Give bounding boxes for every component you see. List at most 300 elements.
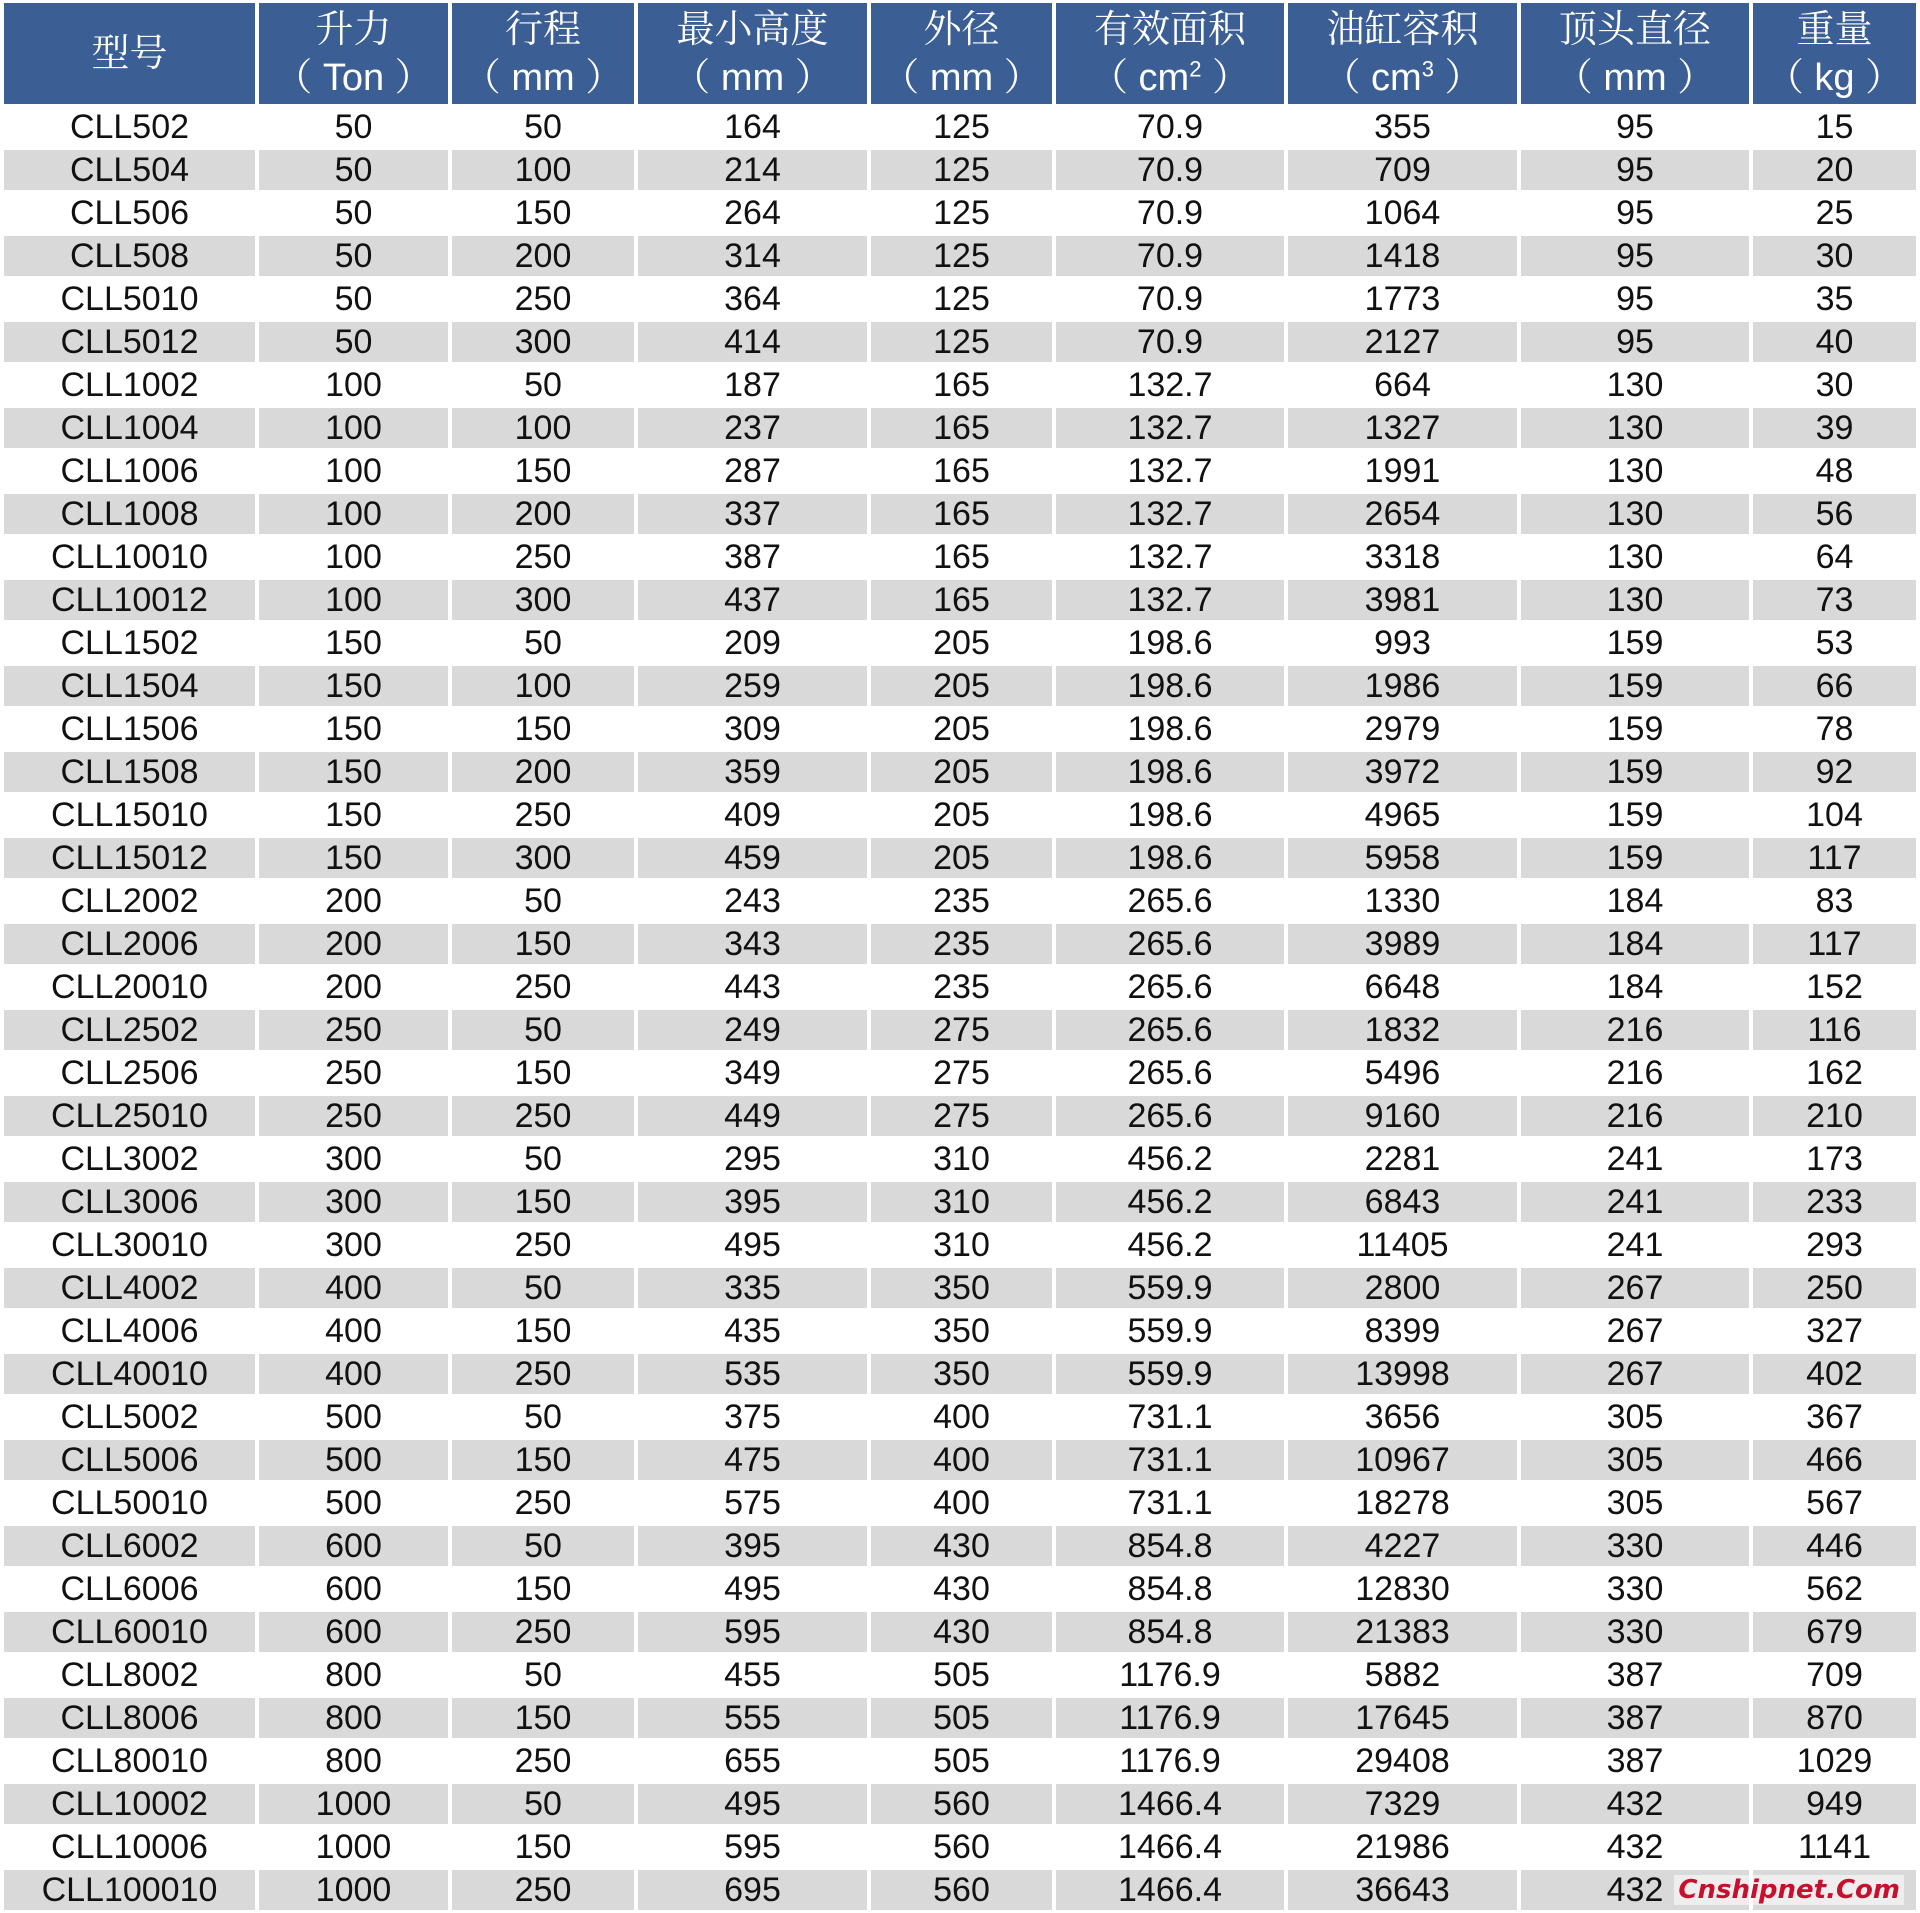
value-cell: 430: [871, 1612, 1052, 1652]
value-cell: 265.6: [1056, 881, 1284, 921]
table-row: [4, 580, 1916, 620]
value-cell: 184: [1521, 881, 1749, 921]
value-cell: 300: [259, 1182, 448, 1222]
value-cell: 64: [1753, 537, 1916, 577]
table-row: [4, 1397, 1916, 1437]
model-cell: CLL1502: [4, 623, 255, 663]
value-cell: 209: [638, 623, 867, 663]
value-cell: 305: [1521, 1440, 1749, 1480]
model-cell: CLL15012: [4, 838, 255, 878]
column-header: [1521, 3, 1749, 104]
value-cell: 165: [871, 365, 1052, 405]
value-cell: 3972: [1288, 752, 1517, 792]
value-cell: 562: [1753, 1569, 1916, 1609]
value-cell: 205: [871, 795, 1052, 835]
table-row: [4, 279, 1916, 319]
value-cell: 414: [638, 322, 867, 362]
value-cell: 250: [452, 1612, 634, 1652]
value-cell: 2281: [1288, 1139, 1517, 1179]
table-header: [4, 3, 1916, 104]
column-header: [871, 3, 1052, 104]
value-cell: 4227: [1288, 1526, 1517, 1566]
value-cell: 310: [871, 1225, 1052, 1265]
value-cell: 435: [638, 1311, 867, 1351]
table-row: [4, 924, 1916, 964]
value-cell: 432: [1521, 1827, 1749, 1867]
value-cell: 200: [259, 924, 448, 964]
value-cell: 350: [871, 1311, 1052, 1351]
model-cell: CLL100010: [4, 1870, 255, 1910]
value-cell: 116: [1753, 1010, 1916, 1050]
model-cell: CLL2506: [4, 1053, 255, 1093]
value-cell: 664: [1288, 365, 1517, 405]
column-header-title: 油缸容积: [1326, 8, 1479, 51]
model-cell: CLL10010: [4, 537, 255, 577]
value-cell: 265.6: [1056, 967, 1284, 1007]
value-cell: 159: [1521, 666, 1749, 706]
column-header-title: 顶头直径: [1558, 8, 1711, 51]
value-cell: 2654: [1288, 494, 1517, 534]
value-cell: 449: [638, 1096, 867, 1136]
column-header-title: 外径: [923, 8, 1000, 51]
value-cell: 5958: [1288, 838, 1517, 878]
value-cell: 387: [1521, 1655, 1749, 1695]
model-cell: CLL5006: [4, 1440, 255, 1480]
unit-text: （ Ton ）: [274, 56, 433, 99]
value-cell: 250: [452, 1354, 634, 1394]
value-cell: 495: [638, 1225, 867, 1265]
value-cell: 125: [871, 107, 1052, 147]
value-cell: 305: [1521, 1397, 1749, 1437]
value-cell: 559.9: [1056, 1268, 1284, 1308]
value-cell: 150: [452, 1053, 634, 1093]
value-cell: 456.2: [1056, 1225, 1284, 1265]
table-row: [4, 1311, 1916, 1351]
value-cell: 50: [259, 150, 448, 190]
watermark-logo: Cnshipnet.Com: [1674, 1875, 1904, 1905]
model-cell: CLL1508: [4, 752, 255, 792]
table-row: [4, 838, 1916, 878]
value-cell: 150: [452, 1311, 634, 1351]
model-cell: CLL6006: [4, 1569, 255, 1609]
value-cell: 150: [452, 193, 634, 233]
column-header: [638, 3, 867, 104]
value-cell: 125: [871, 150, 1052, 190]
value-cell: 259: [638, 666, 867, 706]
value-cell: 5496: [1288, 1053, 1517, 1093]
column-header-unit: [452, 54, 634, 102]
value-cell: 200: [452, 752, 634, 792]
model-cell: CLL5002: [4, 1397, 255, 1437]
value-cell: 8399: [1288, 1311, 1517, 1351]
value-cell: 295: [638, 1139, 867, 1179]
value-cell: 70.9: [1056, 193, 1284, 233]
value-cell: 265.6: [1056, 1010, 1284, 1050]
table-row: [4, 1096, 1916, 1136]
value-cell: 184: [1521, 967, 1749, 1007]
value-cell: 560: [871, 1870, 1052, 1910]
value-cell: 132.7: [1056, 451, 1284, 491]
value-cell: 92: [1753, 752, 1916, 792]
table-row: [4, 1139, 1916, 1179]
value-cell: 50: [259, 193, 448, 233]
table-row: [4, 709, 1916, 749]
value-cell: 150: [452, 1698, 634, 1738]
value-cell: 162: [1753, 1053, 1916, 1093]
value-cell: 21383: [1288, 1612, 1517, 1652]
value-cell: 300: [259, 1139, 448, 1179]
value-cell: 343: [638, 924, 867, 964]
value-cell: 327: [1753, 1311, 1916, 1351]
value-cell: 95: [1521, 193, 1749, 233]
unit-superscript: 3: [1421, 55, 1434, 81]
value-cell: 559.9: [1056, 1354, 1284, 1394]
value-cell: 198.6: [1056, 623, 1284, 663]
value-cell: 83: [1753, 881, 1916, 921]
value-cell: 1466.4: [1056, 1870, 1284, 1910]
value-cell: 205: [871, 666, 1052, 706]
value-cell: 1466.4: [1056, 1784, 1284, 1824]
column-header-title: 行程: [504, 8, 581, 51]
value-cell: 100: [259, 365, 448, 405]
value-cell: 48: [1753, 451, 1916, 491]
value-cell: 150: [259, 623, 448, 663]
value-cell: 125: [871, 279, 1052, 319]
header-row: [4, 3, 1916, 104]
table-row: [4, 1827, 1916, 1867]
value-cell: 709: [1753, 1655, 1916, 1695]
value-cell: 600: [259, 1526, 448, 1566]
value-cell: 949: [1753, 1784, 1916, 1824]
model-cell: CLL504: [4, 150, 255, 190]
value-cell: 50: [452, 1268, 634, 1308]
value-cell: 1000: [259, 1784, 448, 1824]
value-cell: 50: [452, 1655, 634, 1695]
column-header: [4, 3, 255, 104]
value-cell: 456.2: [1056, 1139, 1284, 1179]
value-cell: 1176.9: [1056, 1655, 1284, 1695]
column-header-unit: [1288, 54, 1517, 102]
value-cell: 198.6: [1056, 795, 1284, 835]
model-cell: CLL2002: [4, 881, 255, 921]
model-cell: CLL8002: [4, 1655, 255, 1695]
table-row: [4, 1612, 1916, 1652]
value-cell: 125: [871, 193, 1052, 233]
value-cell: 50: [452, 881, 634, 921]
model-cell: CLL40010: [4, 1354, 255, 1394]
value-cell: 150: [452, 1440, 634, 1480]
value-cell: 250: [452, 1870, 634, 1910]
value-cell: 205: [871, 752, 1052, 792]
column-header: [259, 3, 448, 104]
value-cell: 264: [638, 193, 867, 233]
unit-text: （ mm ）: [462, 56, 624, 99]
value-cell: 50: [452, 1010, 634, 1050]
value-cell: 1986: [1288, 666, 1517, 706]
value-cell: 50: [259, 322, 448, 362]
value-cell: 456.2: [1056, 1182, 1284, 1222]
value-cell: 709: [1288, 150, 1517, 190]
model-cell: CLL1504: [4, 666, 255, 706]
value-cell: 200: [452, 494, 634, 534]
value-cell: 314: [638, 236, 867, 276]
value-cell: 275: [871, 1010, 1052, 1050]
value-cell: 250: [452, 1741, 634, 1781]
value-cell: 132.7: [1056, 494, 1284, 534]
value-cell: 6843: [1288, 1182, 1517, 1222]
value-cell: 854.8: [1056, 1526, 1284, 1566]
value-cell: 430: [871, 1526, 1052, 1566]
value-cell: 18278: [1288, 1483, 1517, 1523]
column-header-unit: [871, 54, 1052, 102]
table-row: [4, 1010, 1916, 1050]
value-cell: 200: [259, 881, 448, 921]
value-cell: 78: [1753, 709, 1916, 749]
value-cell: 1418: [1288, 236, 1517, 276]
model-cell: CLL1006: [4, 451, 255, 491]
value-cell: 10967: [1288, 1440, 1517, 1480]
value-cell: 50: [259, 107, 448, 147]
value-cell: 310: [871, 1182, 1052, 1222]
value-cell: 9160: [1288, 1096, 1517, 1136]
value-cell: 50: [452, 107, 634, 147]
value-cell: 237: [638, 408, 867, 448]
value-cell: 235: [871, 881, 1052, 921]
value-cell: 595: [638, 1612, 867, 1652]
value-cell: 275: [871, 1053, 1052, 1093]
value-cell: 6648: [1288, 967, 1517, 1007]
value-cell: 3989: [1288, 924, 1517, 964]
table-row: [4, 451, 1916, 491]
value-cell: 267: [1521, 1268, 1749, 1308]
value-cell: 132.7: [1056, 537, 1284, 577]
value-cell: 15: [1753, 107, 1916, 147]
value-cell: 150: [452, 924, 634, 964]
unit-text: （ mm ）: [1554, 56, 1716, 99]
value-cell: 130: [1521, 451, 1749, 491]
value-cell: 241: [1521, 1182, 1749, 1222]
value-cell: 1176.9: [1056, 1698, 1284, 1738]
model-cell: CLL508: [4, 236, 255, 276]
value-cell: 400: [871, 1483, 1052, 1523]
value-cell: 305: [1521, 1483, 1749, 1523]
table-row: [4, 193, 1916, 233]
value-cell: 250: [452, 279, 634, 319]
value-cell: 430: [871, 1569, 1052, 1609]
table-row: [4, 1569, 1916, 1609]
value-cell: 159: [1521, 795, 1749, 835]
value-cell: 466: [1753, 1440, 1916, 1480]
value-cell: 165: [871, 451, 1052, 491]
value-cell: 567: [1753, 1483, 1916, 1523]
model-cell: CLL1002: [4, 365, 255, 405]
value-cell: 50: [452, 1784, 634, 1824]
value-cell: 150: [452, 1569, 634, 1609]
value-cell: 117: [1753, 838, 1916, 878]
value-cell: 12830: [1288, 1569, 1517, 1609]
table-row: [4, 107, 1916, 147]
value-cell: 655: [638, 1741, 867, 1781]
value-cell: 70.9: [1056, 279, 1284, 319]
value-cell: 695: [638, 1870, 867, 1910]
model-cell: CLL10002: [4, 1784, 255, 1824]
value-cell: 400: [259, 1311, 448, 1351]
value-cell: 432: [1521, 1784, 1749, 1824]
value-cell: 150: [259, 838, 448, 878]
table-row: [4, 1655, 1916, 1695]
column-header-unit: [1056, 54, 1284, 102]
value-cell: 132.7: [1056, 408, 1284, 448]
value-cell: 559.9: [1056, 1311, 1284, 1351]
model-cell: CLL4002: [4, 1268, 255, 1308]
value-cell: 95: [1521, 150, 1749, 190]
column-header-title: 型号: [91, 32, 168, 75]
column-header-unit: [1753, 54, 1916, 102]
value-cell: 443: [638, 967, 867, 1007]
value-cell: 50: [452, 365, 634, 405]
value-cell: 337: [638, 494, 867, 534]
value-cell: 100: [259, 408, 448, 448]
table-row: [4, 666, 1916, 706]
value-cell: 130: [1521, 365, 1749, 405]
value-cell: 387: [1521, 1741, 1749, 1781]
value-cell: 250: [452, 1096, 634, 1136]
value-cell: 13998: [1288, 1354, 1517, 1394]
value-cell: 359: [638, 752, 867, 792]
value-cell: 854.8: [1056, 1569, 1284, 1609]
value-cell: 130: [1521, 494, 1749, 534]
value-cell: 387: [638, 537, 867, 577]
value-cell: 70.9: [1056, 107, 1284, 147]
value-cell: 993: [1288, 623, 1517, 663]
model-cell: CLL1506: [4, 709, 255, 749]
value-cell: 446: [1753, 1526, 1916, 1566]
value-cell: 152: [1753, 967, 1916, 1007]
model-cell: CLL5010: [4, 279, 255, 319]
value-cell: 25: [1753, 193, 1916, 233]
table-row: [4, 1182, 1916, 1222]
table-row: [4, 881, 1916, 921]
model-cell: CLL2502: [4, 1010, 255, 1050]
value-cell: 125: [871, 236, 1052, 276]
value-cell: 150: [259, 795, 448, 835]
value-cell: 500: [259, 1483, 448, 1523]
value-cell: 555: [638, 1698, 867, 1738]
value-cell: 130: [1521, 408, 1749, 448]
value-cell: 330: [1521, 1612, 1749, 1652]
value-cell: 200: [452, 236, 634, 276]
unit-text-end: ）: [1201, 56, 1251, 99]
column-header-unit: [1521, 54, 1749, 102]
value-cell: 367: [1753, 1397, 1916, 1437]
value-cell: 267: [1521, 1354, 1749, 1394]
value-cell: 130: [1521, 537, 1749, 577]
value-cell: 50: [452, 623, 634, 663]
value-cell: 250: [452, 795, 634, 835]
value-cell: 800: [259, 1655, 448, 1695]
unit-text: （ mm ）: [881, 56, 1042, 99]
value-cell: 2800: [1288, 1268, 1517, 1308]
value-cell: 475: [638, 1440, 867, 1480]
value-cell: 265.6: [1056, 1096, 1284, 1136]
value-cell: 70.9: [1056, 322, 1284, 362]
table-row: [4, 1741, 1916, 1781]
value-cell: 198.6: [1056, 709, 1284, 749]
table-row: [4, 1870, 1916, 1910]
value-cell: 100: [259, 537, 448, 577]
model-cell: CLL1004: [4, 408, 255, 448]
value-cell: 679: [1753, 1612, 1916, 1652]
value-cell: 1991: [1288, 451, 1517, 491]
value-cell: 235: [871, 967, 1052, 1007]
value-cell: 459: [638, 838, 867, 878]
value-cell: 50: [452, 1139, 634, 1179]
value-cell: 1176.9: [1056, 1741, 1284, 1781]
value-cell: 731.1: [1056, 1397, 1284, 1437]
value-cell: 165: [871, 408, 1052, 448]
value-cell: 500: [259, 1440, 448, 1480]
value-cell: 350: [871, 1354, 1052, 1394]
value-cell: 184: [1521, 924, 1749, 964]
value-cell: 364: [638, 279, 867, 319]
table-row: [4, 1784, 1916, 1824]
model-cell: CLL10006: [4, 1827, 255, 1867]
value-cell: 164: [638, 107, 867, 147]
model-cell: CLL8006: [4, 1698, 255, 1738]
value-cell: 505: [871, 1698, 1052, 1738]
value-cell: 233: [1753, 1182, 1916, 1222]
value-cell: 20: [1753, 150, 1916, 190]
value-cell: 130: [1521, 580, 1749, 620]
unit-text: （ kg ）: [1765, 56, 1904, 99]
value-cell: 250: [1753, 1268, 1916, 1308]
table-row: [4, 1698, 1916, 1738]
value-cell: 173: [1753, 1139, 1916, 1179]
value-cell: 300: [452, 322, 634, 362]
value-cell: 100: [452, 150, 634, 190]
value-cell: 375: [638, 1397, 867, 1437]
value-cell: 30: [1753, 236, 1916, 276]
value-cell: 36643: [1288, 1870, 1517, 1910]
value-cell: 66: [1753, 666, 1916, 706]
value-cell: 40: [1753, 322, 1916, 362]
column-header: [1753, 3, 1916, 104]
model-cell: CLL5012: [4, 322, 255, 362]
value-cell: 50: [259, 279, 448, 319]
column-header-title: 最小高度: [676, 8, 829, 51]
value-cell: 600: [259, 1612, 448, 1652]
value-cell: 73: [1753, 580, 1916, 620]
value-cell: 132.7: [1056, 365, 1284, 405]
value-cell: 210: [1753, 1096, 1916, 1136]
value-cell: 150: [452, 1827, 634, 1867]
column-header-title: 有效面积: [1093, 8, 1246, 51]
value-cell: 150: [452, 709, 634, 749]
value-cell: 95: [1521, 107, 1749, 147]
model-cell: CLL2006: [4, 924, 255, 964]
model-cell: CLL3002: [4, 1139, 255, 1179]
value-cell: 275: [871, 1096, 1052, 1136]
value-cell: 100: [452, 408, 634, 448]
value-cell: 214: [638, 150, 867, 190]
value-cell: 437: [638, 580, 867, 620]
table-row: [4, 408, 1916, 448]
table-row: [4, 752, 1916, 792]
value-cell: 575: [638, 1483, 867, 1523]
value-cell: 235: [871, 924, 1052, 964]
table-row: [4, 494, 1916, 534]
model-cell: CLL4006: [4, 1311, 255, 1351]
